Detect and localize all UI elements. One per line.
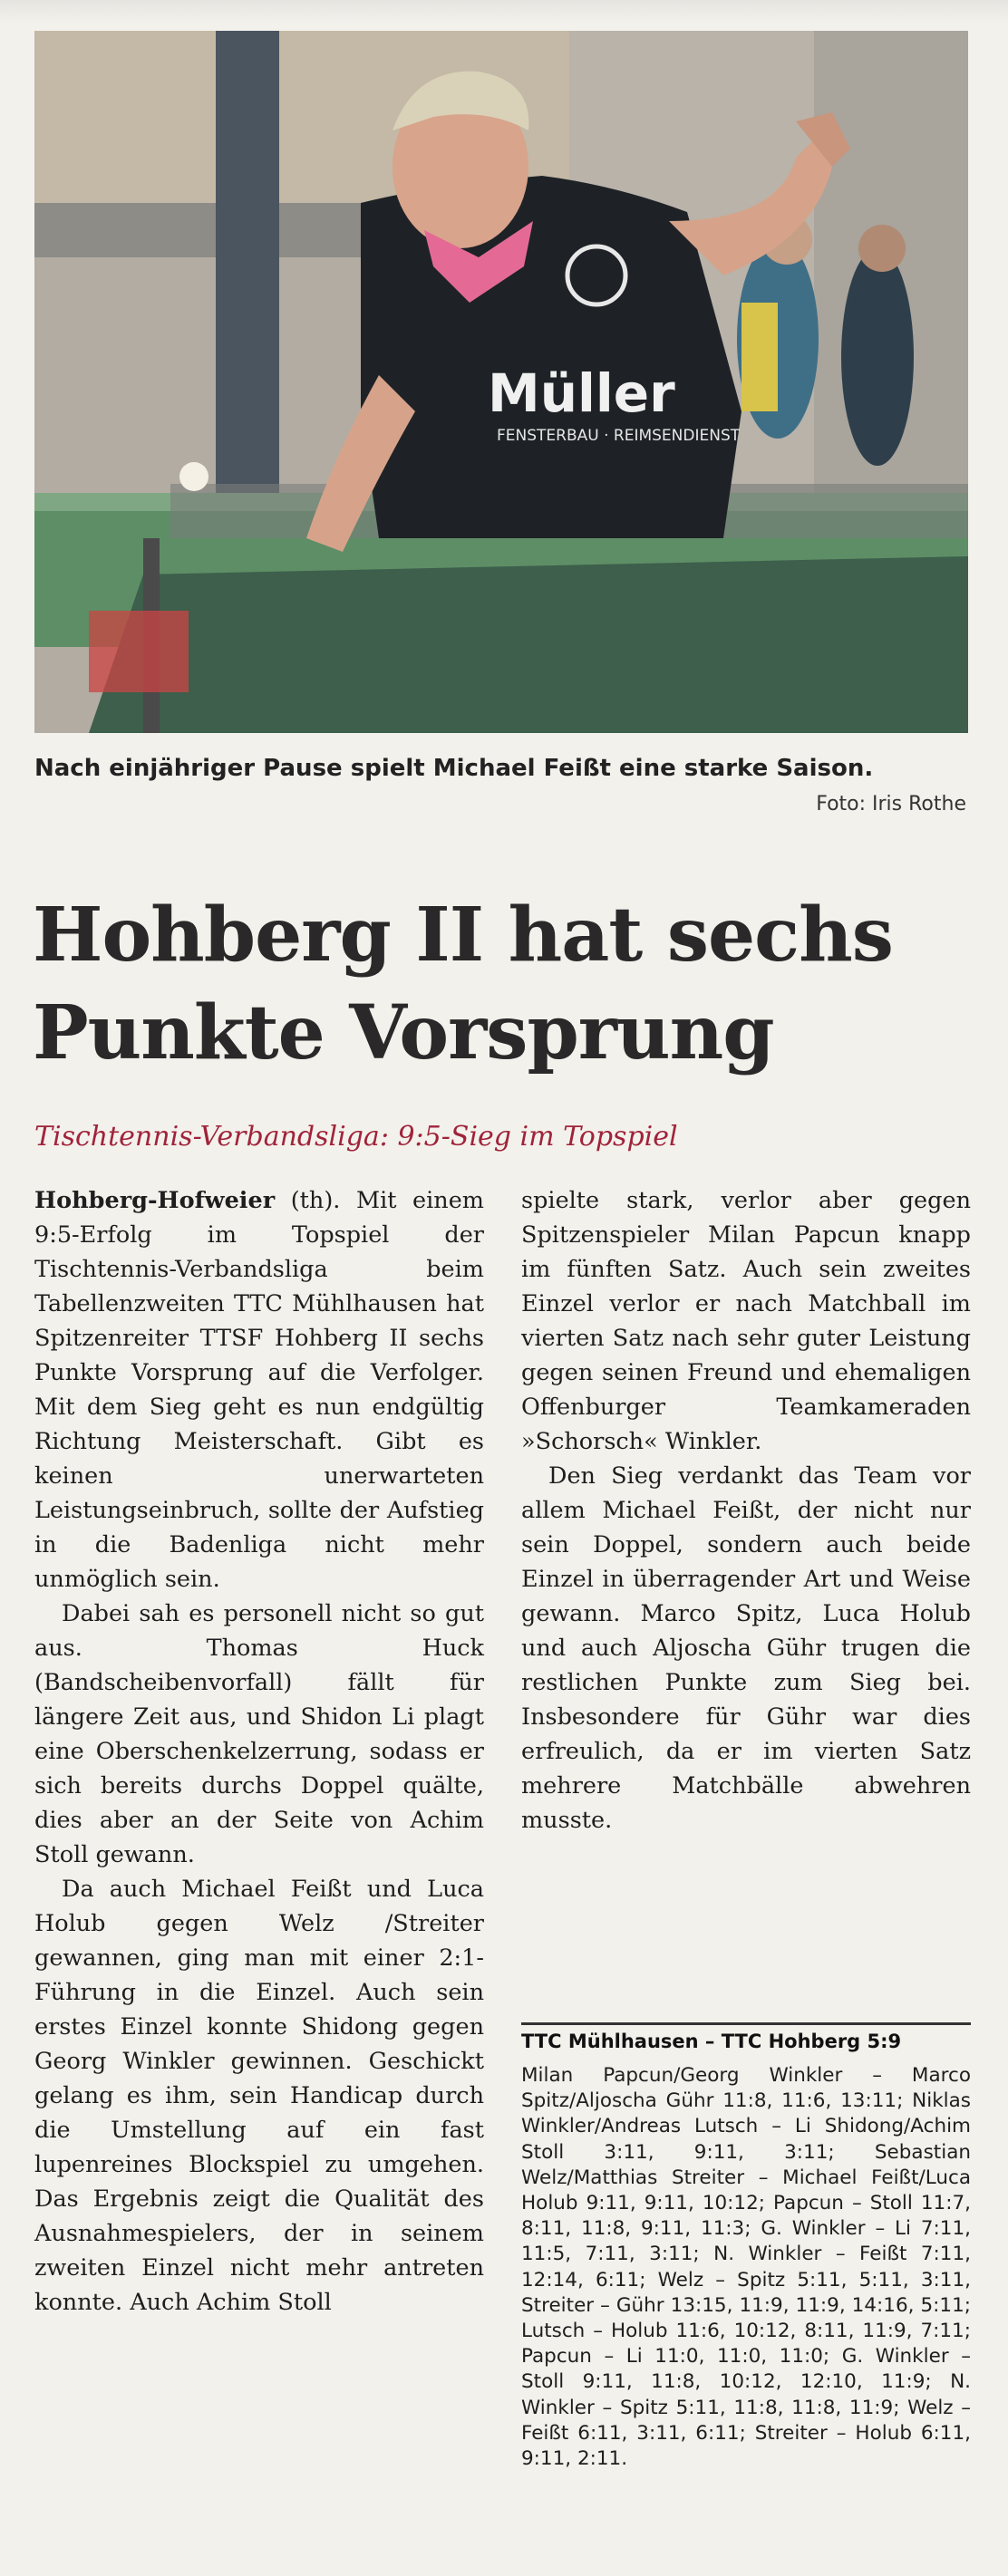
paragraph-4: spielte stark, verlor aber gegen Spitzenspieler Milan Papcun knapp im fünften Satz. Auch sein zweites Einzel verlor er nach Matchball im vierten Satz nach sehr guter Leistung gegen seinen Freund und ehemaligen Offenburger Teamkameraden »Schorsch« Winkler. <box>521 1187 971 1455</box>
paragraph-1 <box>34 1183 484 1597</box>
article-column-2 <box>521 1183 971 1838</box>
article-photo <box>34 31 968 733</box>
subhead-kicker: Tischtennis-Verbandsliga: <box>34 1121 389 1153</box>
paragraph-5: Den Sieg verdankt das Team vor allem Michael Feißt, der nicht nur sein Doppel, sondern auch beide Einzel in überragender Art und Weise gewann. Marco Spitz, Luca Holub und auch Aljoscha Gühr trugen die restlichen Punkte zum Sieg bei. Insbesondere für Gühr war dies erfreulich, da er im vierten Satz mehrere Matchbälle abwehren musste. <box>521 1462 971 1834</box>
paper-edge <box>0 0 1008 24</box>
photo-credit: Foto: Iris Rothe <box>816 793 966 815</box>
table-tennis-player-photo <box>34 31 968 733</box>
results-text: Milan Papcun/Georg Winkler – Marco Spitz/Aljoscha Gühr 11:8, 11:6, 13:11; Niklas Winkler/Andreas Lutsch – Li Shidong/Achim Stoll 3:11, 9:11, 3:11; Sebastian Welz/Matthias Streiter – Michael Feißt/Luca Holub 9:11, 9:11, 10:12; Papcun – Stoll 11:7, 8:11, 11:8, 9:11, 11:3; G. Winkler – Li 7:11, 11:5, 7:11, 3:11; N. Winkler – Feißt 7:11, 12:14, 6:11; Welz – Spitz 5:11, 5:11, 3:11, Streiter – Gühr 13:15, 11:9, 11:9, 14:16, 5:11; Lutsch – Holub 11:6, 10:12, 8:11, 11:9, 7:11; Papcun – Li 11:0, 11:0, 11:0; G. Winkler – Stoll 9:11, 11:8, 10:12, 12:10, 11:9; N. Winkler – Spitz 5:11, 11:8, 11:8, 11:9; Welz – Feißt 6:11, 3:11, 6:11; Streiter – Holub 6:11, 9:11, 2:11. <box>521 2064 971 2471</box>
headline: Hohberg II hat sechs Punkte Vorsprung <box>33 892 893 1076</box>
shirt-sponsor-subtext: FENSTERBAU · REIMSENDIENST <box>497 427 741 445</box>
subheadline <box>34 1121 977 1153</box>
paragraph-3: Da auch Michael Feißt und Luca Holub gegen Welz /Streiter gewannen, ging man mit einer 2:1-Führung in die Einzel. Auch sein erstes Einzel konnte Shidong gegen Georg Winkler gewinnen. Geschickt gelang es ihm, sein Handicap durch die Umstellung auf ein fast lupenreines Blockspiel zu umgehen. Das Ergebnis zeigt die Qualität des Ausnahmespielers, der in seinem zweiten Einzel nicht mehr antreten konnte. Auch Achim Stoll <box>34 1876 484 2316</box>
article-column-1 <box>34 1183 484 2320</box>
results-title: TTC Mühlhausen – TTC Hohberg 5:9 <box>521 2031 902 2052</box>
dateline: Hohberg-Hofweier <box>34 1187 276 1214</box>
photo-caption: Nach einjähriger Pause spielt Michael Feißt eine starke Saison. <box>34 755 874 782</box>
paragraph-1-text: (th). Mit einem 9:5-Erfolg im Topspiel der Tischtennis-Verbandsliga beim Tabellenzweiten TTC Mühlhausen hat Spitzenreiter TTSF Hohberg II sechs Punkte Vorsprung auf die Verfolger. Mit dem Sieg geht es nun endgültig Richtung Meisterschaft. Gibt es keinen unerwarteten Leistungseinbruch, sollte der Aufstieg in die Badenliga nicht mehr unmöglich sein. <box>34 1187 484 1593</box>
shirt-sponsor-text: Müller <box>488 362 675 424</box>
subhead-text: 9:5-Sieg im Topspiel <box>388 1121 678 1153</box>
paragraph-2: Dabei sah es personell nicht so gut aus. Thomas Huck (Bandscheibenvorfall) fällt für längere Zeit aus, und Shidon Li plagt eine Oberschenkelzerrung, sodass er sich bereits durchs Doppel quälte, dies aber an der Seite von Achim Stoll gewann. <box>34 1600 484 1868</box>
results-divider <box>521 2022 971 2025</box>
